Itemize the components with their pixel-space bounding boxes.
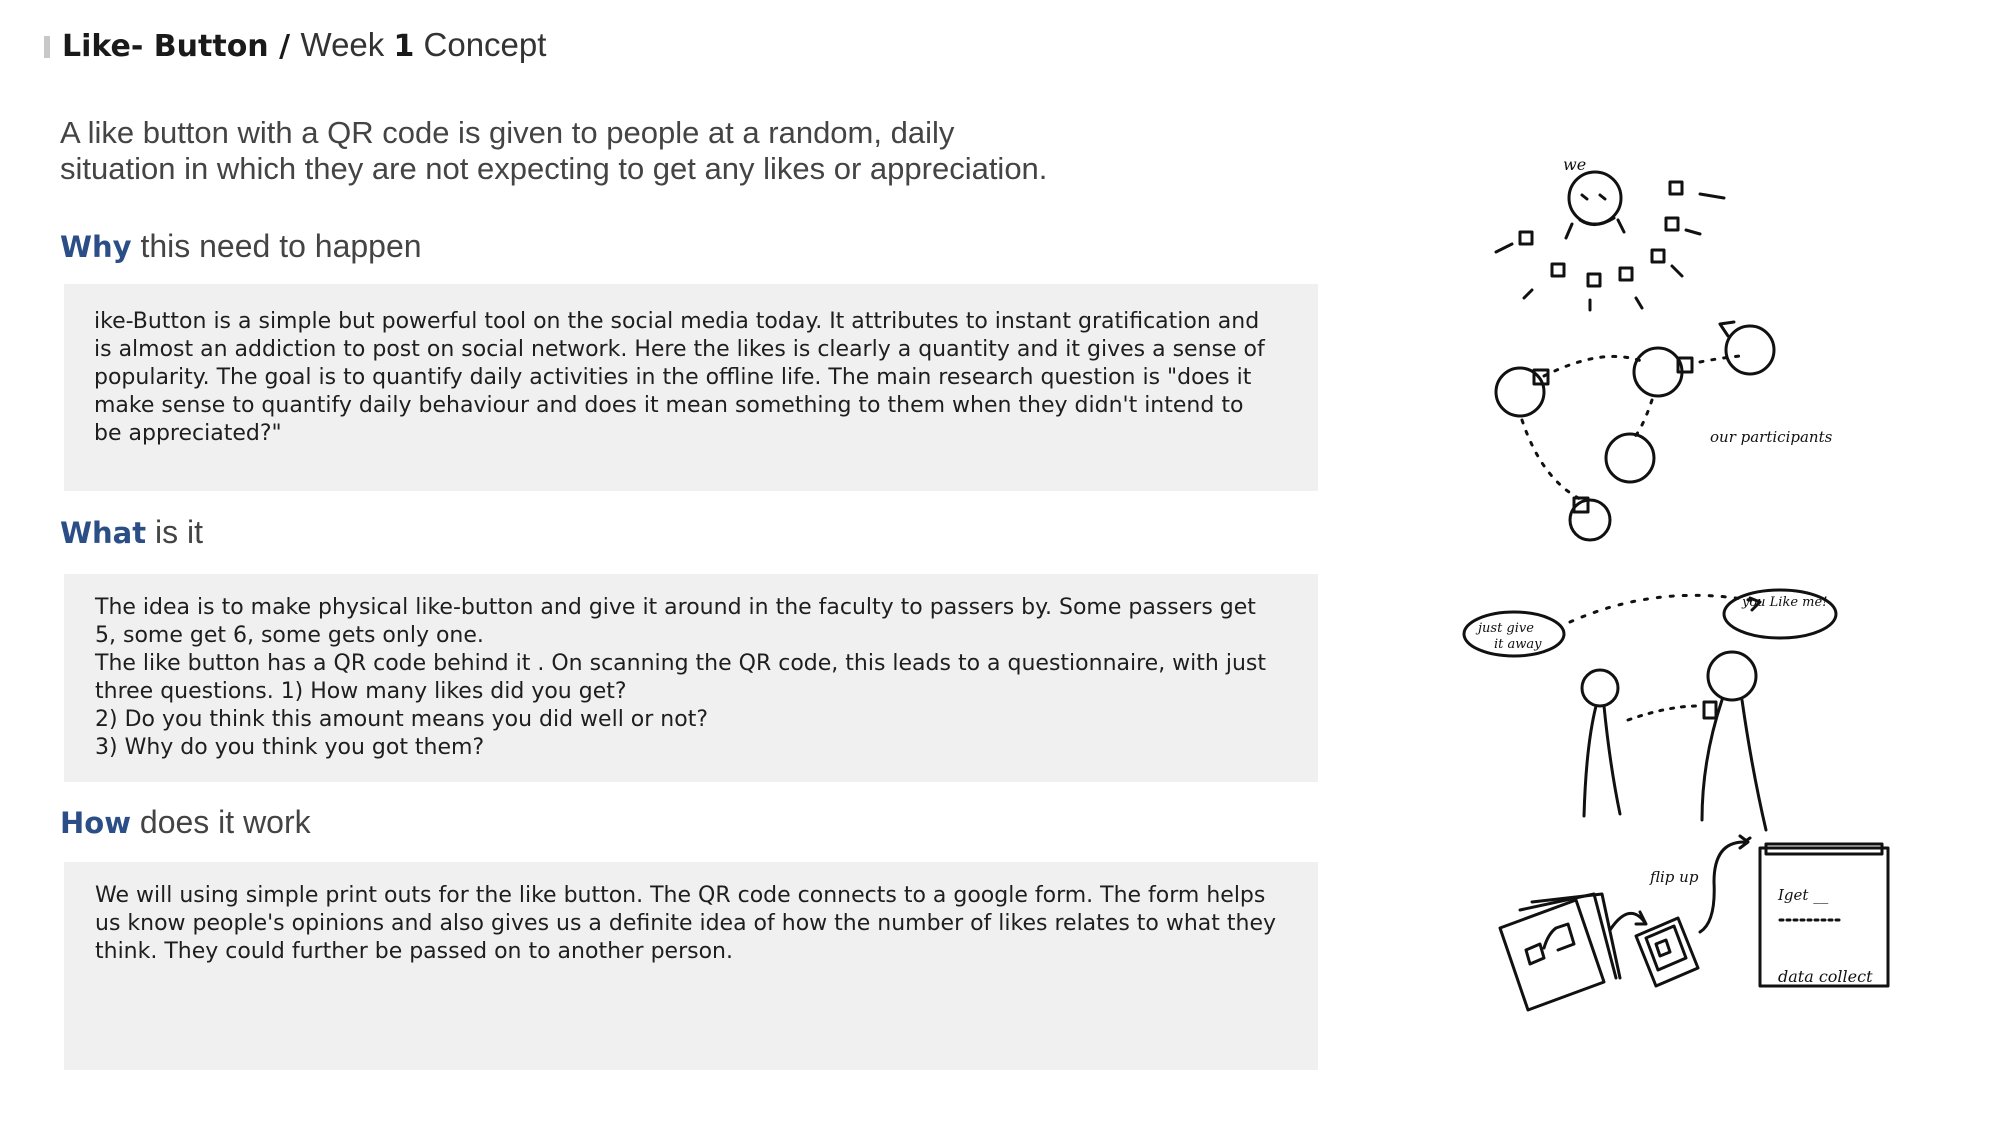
sketch-data-collect	[1500, 836, 1888, 1010]
section-heading-how	[60, 804, 311, 841]
heading-keyword: Why	[60, 230, 132, 264]
what-text-box	[64, 574, 1318, 782]
title-project-name: Like- Button	[62, 29, 269, 64]
title-week-label: Week	[300, 26, 394, 63]
why-body-text: ike-Button is a simple but powerful tool on the social media today. It attributes to instant gratification and is almost an addiction to post on social network. Here the likes is clearly a quantity and it gives a sense of popularity. The goal is to quantify daily activities in the offline life. The main research question is "does it make sense to quantify daily behaviour and does it mean something to them when they didn't intend to be appreciated?"	[94, 309, 1265, 446]
sketch-label-data-collect: data collect	[1778, 967, 1873, 986]
heading-keyword: What	[60, 516, 147, 550]
title-separator: /	[268, 29, 301, 64]
heading-keyword: How	[60, 806, 131, 840]
why-text-box	[64, 284, 1318, 491]
title-week-number: 1	[393, 29, 415, 64]
sketch-label-just-give: just give	[1478, 621, 1534, 636]
title-concept-label: Concept	[414, 26, 547, 63]
sketch-label-participants: our participants	[1710, 428, 1833, 446]
what-body-text: The idea is to make physical like-button and give it around in the faculty to passers by. Some passers get 5, some get 6, some gets only one. The like button has a QR code behind it . On scanning the QR code, this leads to a questionnaire, with just three questions. 1) How many likes did you get? 2) Do you think this amount means you did well or not? 3) Why do you think you got them?	[95, 595, 1266, 760]
sketch-label-you-like-me: you Like me!	[1742, 595, 1828, 610]
how-text-box	[64, 862, 1318, 1070]
section-heading-what	[60, 514, 203, 551]
sketch-participants	[1496, 322, 1833, 540]
page-title	[62, 26, 546, 64]
sketch-we-distribute	[1496, 155, 1724, 310]
sketch-label-flip-up: flip up	[1650, 868, 1699, 886]
concept-sketches	[1460, 140, 1920, 1060]
intro-statement: A like button with a QR code is given to people at a random, daily situation in which they are not expecting to get any likes or appreciation.	[60, 115, 1048, 186]
heading-rest: is it	[146, 514, 203, 550]
title-accent-bar	[44, 36, 50, 58]
sketch-handover	[1464, 590, 1836, 830]
sketch-label-we: we	[1563, 155, 1587, 174]
sketch-label-form: Iget __	[1778, 886, 1829, 904]
sketch-label-it-away: it away	[1494, 637, 1542, 652]
heading-rest: this need to happen	[131, 228, 422, 264]
how-body-text: We will using simple print outs for the like button. The QR code connects to a google form. The form helps us know people's opinions and also gives us a definite idea of how the number of likes relates to what they think. They could further be passed on to another person.	[95, 883, 1277, 964]
section-heading-why	[60, 228, 422, 265]
heading-rest: does it work	[131, 804, 311, 840]
